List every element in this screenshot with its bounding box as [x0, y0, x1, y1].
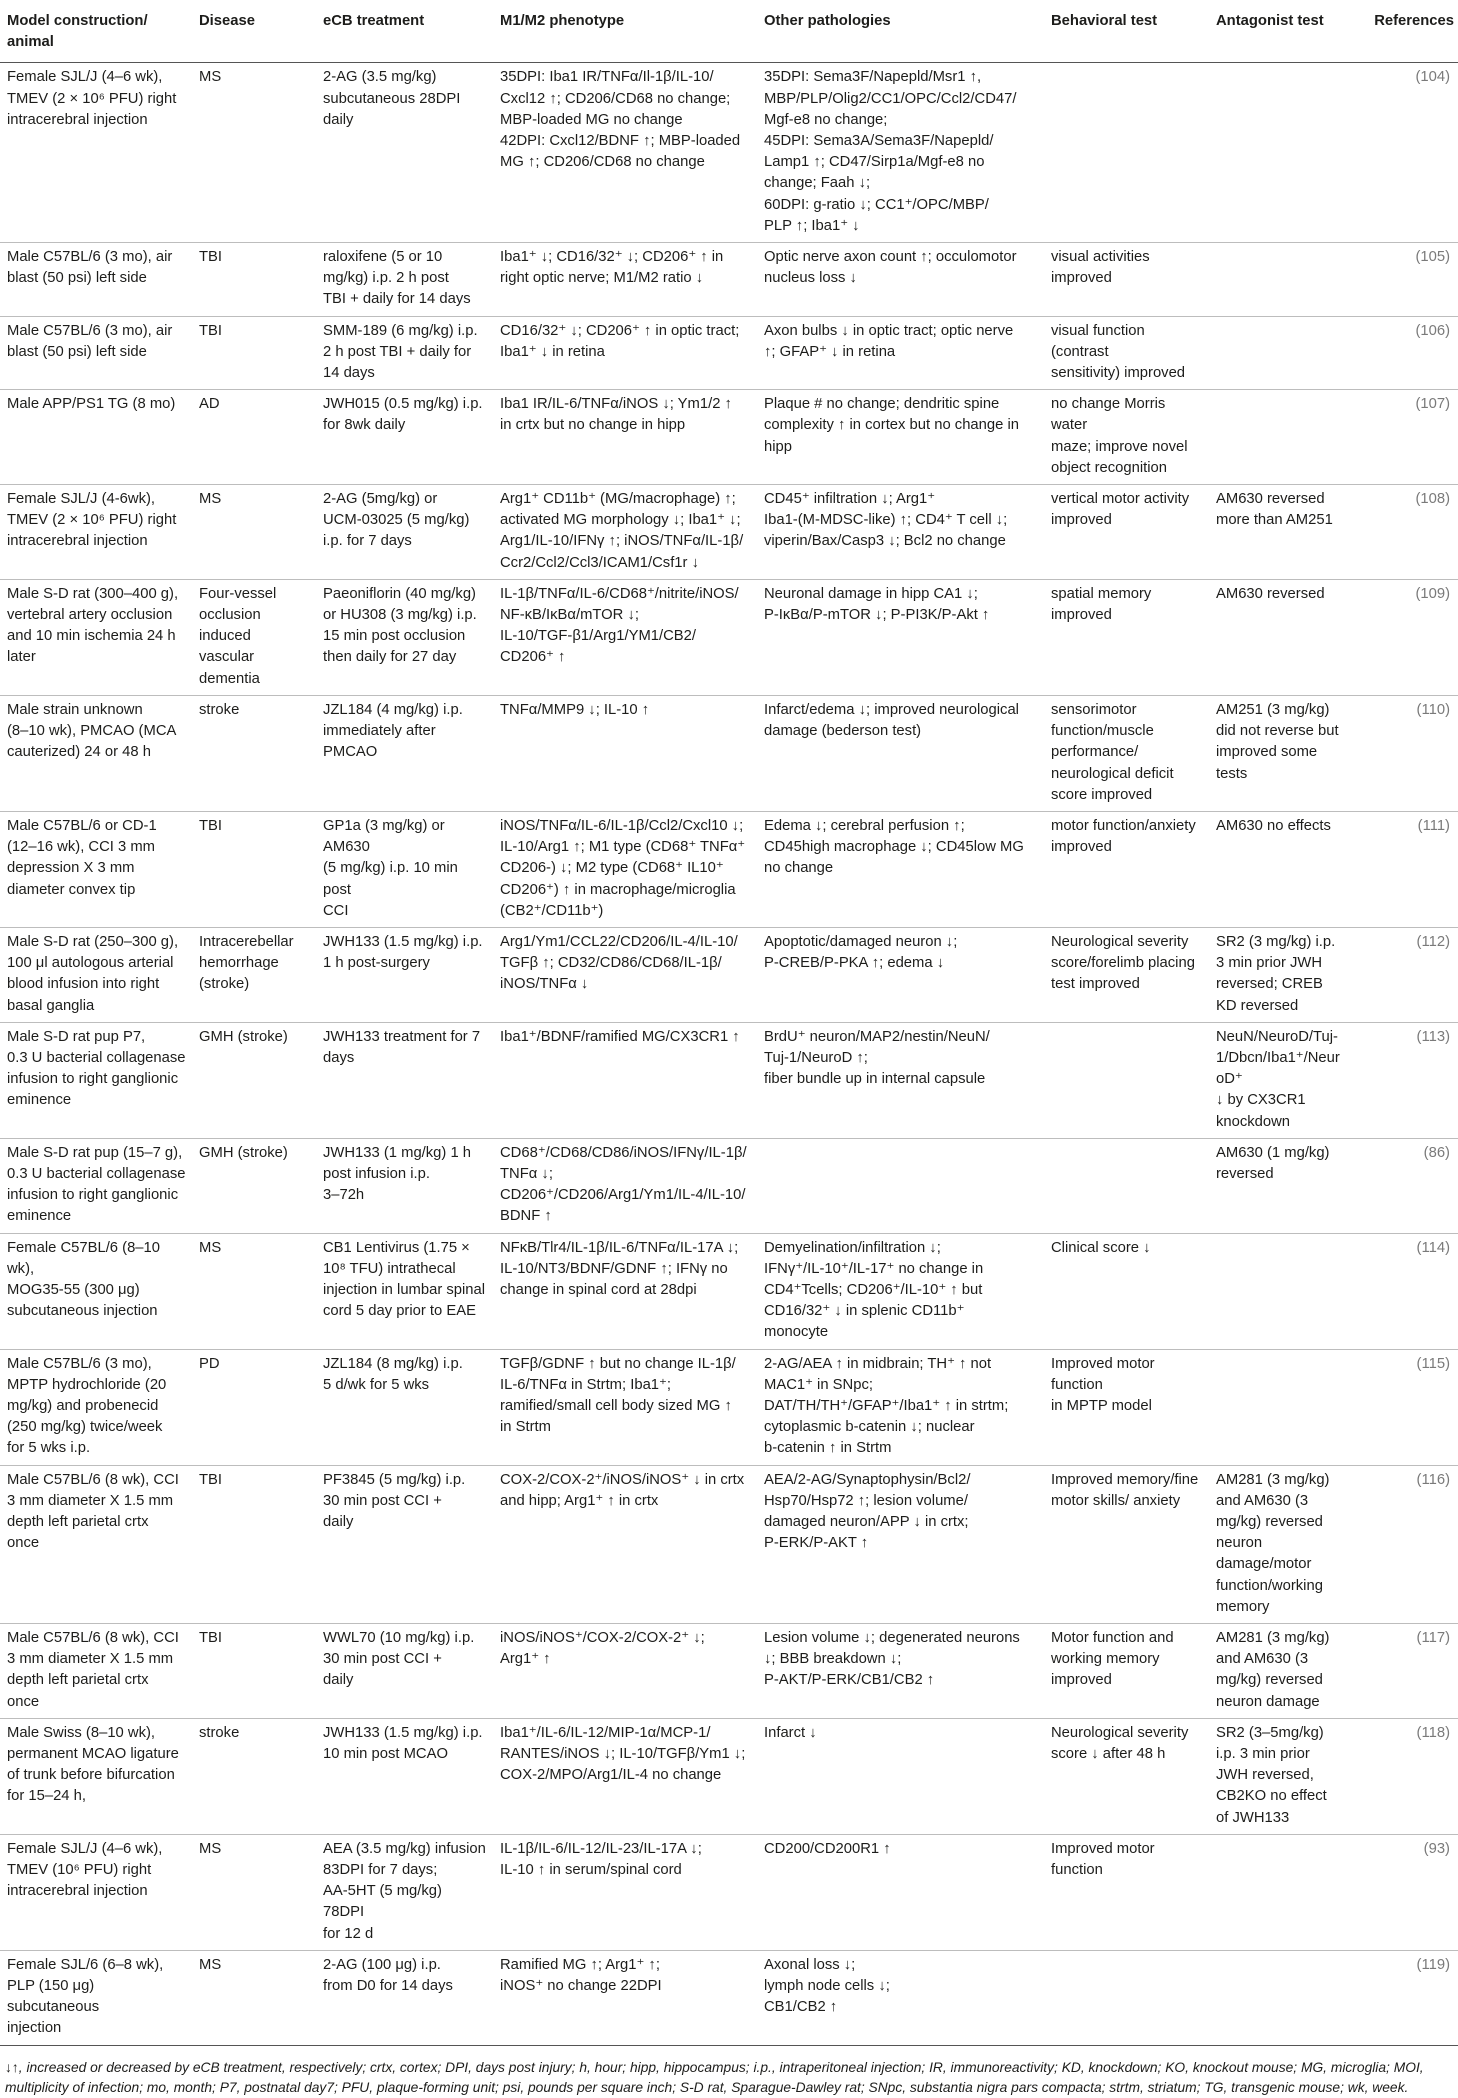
cell-ecb-treatment: WWL70 (10 mg/kg) i.p. 30 min post CCI + daily — [323, 1630, 475, 1689]
cell-other-pathologies: AEA/2-AG/Synaptophysin/Bcl2/ Hsp70/Hsp72 ↑; lesion volume/ damaged neuron/APP ↓ in crtx; P-ERK/P-AKT ↑ — [764, 1471, 971, 1552]
cell-other-pathologies: Neuronal damage in hipp CA1 ↓; P-IκBα/P-mTOR ↓; P-PI3K/P-Akt ↑ — [764, 585, 990, 624]
cell-ecb-treatment: JWH133 (1.5 mg/kg) i.p. 1 h post-surgery — [323, 933, 483, 972]
cell-disease: PD — [199, 1355, 220, 1372]
table-row — [0, 1349, 1458, 1465]
cell-m1-m2-phenotype: Iba1⁺/BDNF/ramified MG/CX3CR1 ↑ — [500, 1028, 740, 1045]
cell-other-pathologies: CD200/CD200R1 ↑ — [764, 1840, 891, 1857]
cell-behavioral-test: Neurological severity score ↓ after 48 h — [1051, 1724, 1189, 1763]
cell-model: Male C57BL/6 (8 wk), CCI 3 mm diameter X 1.5 mm depth left parietal crtx once — [7, 1630, 179, 1710]
header-references: References — [1374, 13, 1454, 29]
cell-behavioral-test: sensorimotor function/muscle performance/ neurological deficit score improved — [1051, 701, 1174, 803]
cell-model: Male Swiss (8–10 wk), permanent MCAO ligature of trunk before bifurcation for 15–24 h, — [7, 1724, 179, 1805]
cell-behavioral-test: motor function/anxiety improved — [1051, 817, 1196, 856]
cell-disease: Four-vessel occlusion induced vascular dementia — [199, 585, 277, 687]
header-model: Model construction/ animal — [7, 13, 148, 51]
cell-ecb-treatment: JWH133 (1 mg/kg) 1 h post infusion i.p. 3–72h — [323, 1144, 472, 1204]
cell-m1-m2-phenotype: Arg1/Ym1/CCL22/CD206/IL-4/IL-10/ TGFβ ↑; CD32/CD86/CD68/IL-1β/ iNOS/TNFα ↓ — [500, 933, 738, 993]
cell-m1-m2-phenotype: IL-1β/TNFα/IL-6/CD68⁺/nitrite/iNOS/ NF-κB/IκBα/mTOR ↓; IL-10/TGF-β1/Arg1/YM1/CB2/ CD206⁺ ↑ — [500, 585, 739, 666]
cell-ecb-treatment: CB1 Lentivirus (1.75 × 10⁸ TFU) intrathecal injection in lumbar spinal cord 5 day prior to EAE — [323, 1239, 486, 1320]
cell-model: Male C57BL/6 (3 mo), air blast (50 psi) left side — [7, 322, 173, 360]
header-row — [0, 0, 1458, 63]
cell-m1-m2-phenotype: iNOS/iNOS⁺/COX-2/COX-2⁺ ↓; Arg1⁺ ↑ — [500, 1630, 705, 1668]
table-row — [0, 1465, 1458, 1623]
table-row — [0, 1950, 1458, 2045]
cell-behavioral-test: Clinical score ↓ — [1051, 1239, 1151, 1256]
table-row — [0, 243, 1458, 317]
cell-disease: MS — [199, 491, 222, 508]
cell-behavioral-test: vertical motor activity improved — [1051, 491, 1190, 529]
cell-reference: (107) — [1415, 396, 1450, 413]
header-behavioral-test: Behavioral test — [1051, 13, 1158, 29]
cell-ecb-treatment: JWH133 treatment for 7 days — [323, 1028, 481, 1066]
header-other-pathologies: Other pathologies — [764, 13, 891, 29]
cell-disease: TBI — [199, 1471, 223, 1488]
cell-model: Male C57BL/6 or CD-1 (12–16 wk), CCI 3 mm depression X 3 mm diameter convex tip — [7, 817, 157, 898]
cell-ecb-treatment: PF3845 (5 mg/kg) i.p. 30 min post CCI + daily — [323, 1471, 466, 1530]
table-row — [0, 1834, 1458, 1950]
cell-reference: (118) — [1416, 1724, 1450, 1741]
cell-reference: (116) — [1416, 1471, 1450, 1488]
cell-other-pathologies: Apoptotic/damaged neuron ↓; P-CREB/P-PKA ↑; edema ↓ — [764, 933, 958, 972]
cell-reference: (109) — [1415, 585, 1450, 602]
cell-ecb-treatment: 2-AG (100 μg) i.p. from D0 for 14 days — [323, 1956, 453, 1995]
cell-reference: (110) — [1416, 701, 1450, 718]
cell-model: Male S-D rat (300–400 g), vertebral artery occlusion and 10 min ischemia 24 h later — [7, 585, 179, 666]
cell-antagonist-test — [1209, 1233, 1353, 1349]
cell-other-pathologies: BrdU⁺ neuron/MAP2/nestin/NeuN/ Tuj-1/NeuroD ↑; fiber bundle up in internal capsule — [764, 1028, 990, 1088]
cell-antagonist-test: AM630 reversed more than AM251 — [1216, 491, 1333, 529]
table-header — [0, 0, 1458, 63]
cell-m1-m2-phenotype: 35DPI: Iba1 IR/TNFα/Il-1β/IL-10/ Cxcl12 ↑; CD206/CD68 no change; MBP-loaded MG no change 42DPI: Cxcl12/BDNF ↑; MBP-loaded MG ↑; CD206/CD68 no change — [500, 69, 741, 171]
header-antagonist-test: Antagonist test — [1216, 13, 1324, 29]
cell-reference: (115) — [1416, 1355, 1450, 1372]
cell-disease: MS — [199, 1239, 222, 1256]
cell-reference: (86) — [1423, 1144, 1450, 1161]
table-row — [0, 1624, 1458, 1719]
cell-antagonist-test — [1209, 243, 1353, 317]
cell-behavioral-test — [1044, 1022, 1209, 1138]
cell-model: Male S-D rat pup (15–7 g), 0.3 U bacterial collagenase infusion to right ganglionic eminence — [7, 1144, 186, 1225]
cell-other-pathologies: Demyelination/infiltration ↓; IFNγ⁺/IL-10⁺/IL-17⁺ no change in CD4⁺Tcells; CD206⁺/IL-10⁺ ↑ but CD16/32⁺ ↓ in splenic CD11b⁺ monocyte — [764, 1239, 984, 1341]
cell-model: Male C57BL/6 (3 mo), air blast (50 psi) left side — [7, 249, 173, 287]
cell-behavioral-test: Improved motor function in MPTP model — [1051, 1355, 1155, 1414]
cell-behavioral-test: Motor function and working memory improved — [1051, 1630, 1174, 1689]
cell-reference: (108) — [1415, 491, 1450, 508]
cell-antagonist-test — [1209, 390, 1353, 485]
cell-ecb-treatment: JZL184 (8 mg/kg) i.p. 5 d/wk for 5 wks — [323, 1355, 463, 1393]
cell-disease: TBI — [199, 1630, 223, 1647]
cell-antagonist-test: AM281 (3 mg/kg) and AM630 (3 mg/kg) reversed neuron damage — [1216, 1630, 1330, 1710]
cell-other-pathologies: Axonal loss ↓; lymph node cells ↓; CB1/CB2 ↑ — [764, 1956, 890, 2016]
cell-disease: TBI — [199, 817, 223, 834]
cell-other-pathologies — [757, 1138, 1044, 1233]
table-row — [0, 1718, 1458, 1834]
cell-behavioral-test: spatial memory improved — [1051, 585, 1152, 624]
table-row — [0, 1138, 1458, 1233]
cell-disease: TBI — [199, 249, 223, 266]
cell-m1-m2-phenotype: iNOS/TNFα/IL-6/IL-1β/Ccl2/Cxcl10 ↓; IL-10/Arg1 ↑; M1 type (CD68⁺ TNFα⁺ CD206-) ↓; M2 type (CD68⁺ IL10⁺ CD206⁺) ↑ in macrophage/microglia (CB2⁺/CD11b⁺) — [500, 817, 746, 919]
cell-m1-m2-phenotype: Iba1⁺ ↓; CD16/32⁺ ↓; CD206⁺ ↑ in right optic nerve; M1/M2 ratio ↓ — [500, 249, 724, 287]
cell-model: Female SJL/J (4–6 wk), TMEV (2 × 10⁶ PFU) right intracerebral injection — [7, 69, 177, 128]
cell-antagonist-test: AM281 (3 mg/kg) and AM630 (3 mg/kg) reversed neuron damage/motor function/working memory — [1216, 1471, 1330, 1615]
table-row — [0, 695, 1458, 811]
cell-ecb-treatment: AEA (3.5 mg/kg) infusion 83DPI for 7 days; AA-5HT (5 mg/kg) 78DPI for 12 d — [323, 1840, 486, 1942]
cell-model: Female SJL/J (4–6 wk), TMEV (10⁶ PFU) right intracerebral injection — [7, 1840, 163, 1900]
cell-ecb-treatment: 2-AG (5mg/kg) or UCM-03025 (5 mg/kg) i.p. for 7 days — [323, 491, 470, 550]
cell-behavioral-test: Improved motor function — [1051, 1840, 1155, 1879]
cell-model: Male S-D rat (250–300 g), 100 μl autologous arterial blood infusion into right basal ganglia — [7, 933, 179, 1014]
cell-other-pathologies: Edema ↓; cerebral perfusion ↑; CD45high macrophage ↓; CD45low MG no change — [764, 817, 1024, 877]
cell-antagonist-test: AM630 (1 mg/kg) reversed — [1216, 1144, 1330, 1182]
cell-antagonist-test: AM630 reversed — [1216, 585, 1325, 602]
cell-model: Male APP/PS1 TG (8 mo) — [7, 396, 176, 413]
cell-behavioral-test — [1044, 63, 1209, 243]
table-row — [0, 63, 1458, 243]
cell-m1-m2-phenotype: Arg1⁺ CD11b⁺ (MG/macrophage) ↑; activated MG morphology ↓; Iba1⁺ ↓; Arg1/IL-10/IFNγ ↑; iNOS/TNFα/IL-1β/ Ccr2/Ccl2/Ccl3/ICAM1/Csf1r ↓ — [500, 491, 744, 571]
cell-disease: TBI — [199, 322, 223, 339]
table-row — [0, 1022, 1458, 1138]
cell-m1-m2-phenotype: TGFβ/GDNF ↑ but no change IL-1β/ IL-6/TNFα in Strtm; Iba1⁺; ramified/small cell body sized MG ↑ in Strtm — [500, 1355, 736, 1436]
cell-m1-m2-phenotype: Iba1⁺/IL-6/IL-12/MIP-1α/MCP-1/ RANTES/iNOS ↓; IL-10/TGFβ/Ym1 ↓; COX-2/MPO/Arg1/IL-4 no change — [500, 1724, 746, 1784]
cell-reference: (106) — [1415, 322, 1450, 339]
cell-reference: (119) — [1416, 1956, 1450, 1973]
cell-behavioral-test: Improved memory/fine motor skills/ anxiety — [1051, 1471, 1199, 1509]
cell-model: Male S-D rat pup P7, 0.3 U bacterial collagenase infusion to right ganglionic eminence — [7, 1028, 186, 1109]
cell-other-pathologies: Optic nerve axon count ↑; occulomotor nucleus loss ↓ — [764, 249, 1017, 287]
cell-model: Female SJL/6 (6–8 wk), PLP (150 μg) subcutaneous injection — [7, 1956, 164, 2037]
cell-model: Male strain unknown (8–10 wk), PMCAO (MCA cauterized) 24 or 48 h — [7, 701, 177, 761]
cell-behavioral-test: Neurological severity score/forelimb placing test improved — [1051, 933, 1195, 993]
header-disease: Disease — [199, 13, 255, 29]
cell-ecb-treatment: JWH015 (0.5 mg/kg) i.p. for 8wk daily — [323, 396, 483, 434]
cell-reference: (114) — [1416, 1239, 1450, 1256]
cell-other-pathologies: CD45⁺ infiltration ↓; Arg1⁺ Iba1-(M-MDSC-like) ↑; CD4⁺ T cell ↓; viperin/Bax/Casp3 ↓; Bcl2 no change — [764, 491, 1008, 550]
cell-behavioral-test: visual activities improved — [1051, 249, 1154, 287]
table-row — [0, 390, 1458, 485]
cell-ecb-treatment: JWH133 (1.5 mg/kg) i.p. 10 min post MCAO — [323, 1724, 483, 1763]
cell-reference: (112) — [1416, 933, 1450, 950]
cell-m1-m2-phenotype: COX-2/COX-2⁺/iNOS/iNOS⁺ ↓ in crtx and hipp; Arg1⁺ ↑ in crtx — [500, 1471, 745, 1509]
cell-model: Male C57BL/6 (3 mo), MPTP hydrochloride (20 mg/kg) and probenecid (250 mg/kg) twice/week for 5 wks i.p. — [7, 1355, 167, 1457]
cell-other-pathologies: Infarct/edema ↓; improved neurological damage (bederson test) — [764, 701, 1019, 740]
cell-other-pathologies: 2-AG/AEA ↑ in midbrain; TH⁺ ↑ not MAC1⁺ in SNpc; DAT/TH/TH⁺/GFAP⁺/Iba1⁺ ↑ in strtm; cytoplasmic b-catenin ↓; nuclear b-catenin ↑ in Strtm — [764, 1355, 1009, 1457]
cell-other-pathologies: Lesion volume ↓; degenerated neurons ↓; BBB breakdown ↓; P-AKT/P-ERK/CB1/CB2 ↑ — [764, 1630, 1020, 1689]
cell-other-pathologies: Plaque # no change; dendritic spine complexity ↑ in cortex but no change in hipp — [764, 396, 1019, 455]
cell-antagonist-test: SR2 (3–5mg/kg) i.p. 3 min prior JWH reversed, CB2KO no effect of JWH133 — [1216, 1724, 1327, 1826]
cell-disease: AD — [199, 396, 220, 413]
cell-antagonist-test — [1209, 316, 1353, 390]
cell-ecb-treatment: raloxifene (5 or 10 mg/kg) i.p. 2 h post TBI + daily for 14 days — [323, 249, 471, 308]
cell-m1-m2-phenotype: TNFα/MMP9 ↓; IL-10 ↑ — [500, 701, 650, 718]
cell-behavioral-test: visual function (contrast sensitivity) improved — [1051, 322, 1186, 382]
cell-disease: stroke — [199, 1724, 240, 1741]
table-footnote: ↓↑, increased or decreased by eCB treatment, respectively; crtx, cortex; DPI, days post injury; h, hour; hipp, hippocampus; i.p., intraperitoneal injection; IR, immunoreactivity; KD, knockdown; KO, knockout mouse; MG, microglia; MOI, multiplicity of infection; mo, month; P7, postnatal day7; PFU, plaque-forming unit; psi, pounds per square inch; S-D rat, Sparague-Dawley rat; SNpc, substantia nigra pars compacta; strtm, striatum; TG, transgenic mouse; wk, week. — [5, 2059, 1428, 2095]
cell-reference: (105) — [1415, 249, 1450, 266]
table-row — [0, 927, 1458, 1022]
table-row — [0, 811, 1458, 927]
cell-disease: MS — [199, 69, 222, 86]
cell-antagonist-test — [1209, 1950, 1353, 2045]
cell-other-pathologies: 35DPI: Sema3F/Napepld/Msr1 ↑, MBP/PLP/Olig2/CC1/OPC/Ccl2/CD47/ Mgf-e8 no change; 45DPI: Sema3A/Sema3F/Napepld/ Lamp1 ↑; CD47/Sirp1a/Mgf-e8 no change; Faah ↓; 60DPI: g-ratio ↓; CC1⁺/OPC/MBP/ PLP ↑; Iba1⁺ ↓ — [764, 69, 1017, 234]
cell-antagonist-test: AM251 (3 mg/kg) did not reverse but improved some tests — [1216, 701, 1339, 782]
cell-m1-m2-phenotype: IL-1β/IL-6/IL-12/IL-23/IL-17A ↓; IL-10 ↑ in serum/spinal cord — [500, 1840, 702, 1879]
cell-antagonist-test: SR2 (3 mg/kg) i.p. 3 min prior JWH reversed; CREB KD reversed — [1216, 933, 1336, 1014]
table-row — [0, 579, 1458, 695]
cell-behavioral-test — [1044, 1950, 1209, 2045]
table-body — [0, 63, 1458, 2045]
cell-other-pathologies: Axon bulbs ↓ in optic tract; optic nerve ↑; GFAP⁺ ↓ in retina — [764, 322, 1014, 360]
cell-other-pathologies: Infarct ↓ — [764, 1724, 817, 1741]
cell-disease: GMH (stroke) — [199, 1028, 288, 1045]
cell-reference: (93) — [1423, 1840, 1450, 1857]
cell-model: Female C57BL/6 (8–10 wk), MOG35-55 (300 μg) subcutaneous injection — [7, 1239, 160, 1320]
cell-antagonist-test: AM630 no effects — [1216, 817, 1331, 834]
table-row — [0, 316, 1458, 390]
cell-ecb-treatment: GP1a (3 mg/kg) or AM630 (5 mg/kg) i.p. 10 min post CCI — [323, 817, 458, 919]
cell-reference: (117) — [1416, 1630, 1450, 1647]
cell-antagonist-test: NeuN/NeuroD/Tuj- 1/Dbcn/Iba1⁺/NeuroD⁺ ↓ by CX3CR1 knockdown — [1216, 1028, 1340, 1130]
cell-behavioral-test — [1044, 1138, 1209, 1233]
cell-model: Female SJL/J (4-6wk), TMEV (2 × 10⁶ PFU) right intracerebral injection — [7, 491, 177, 550]
cell-disease: GMH (stroke) — [199, 1144, 288, 1161]
cell-disease: Intracerebellar hemorrhage (stroke) — [199, 933, 294, 993]
cell-m1-m2-phenotype: CD68⁺/CD68/CD86/iNOS/IFNγ/IL-1β/ TNFα ↓; CD206⁺/CD206/Arg1/Ym1/IL-4/IL-10/ BDNF ↑ — [500, 1144, 747, 1225]
cell-antagonist-test — [1209, 63, 1353, 243]
cell-disease: MS — [199, 1840, 222, 1857]
cell-disease: MS — [199, 1956, 222, 1973]
cell-ecb-treatment: SMM-189 (6 mg/kg) i.p. 2 h post TBI + daily for 14 days — [323, 322, 478, 382]
cell-ecb-treatment: 2-AG (3.5 mg/kg) subcutaneous 28DPI daily — [323, 69, 461, 128]
cell-ecb-treatment: Paeoniflorin (40 mg/kg) or HU308 (3 mg/kg) i.p. 15 min post occlusion then daily for 27 day — [323, 585, 477, 666]
header-ecb-treatment: eCB treatment — [323, 13, 425, 29]
table-row — [0, 485, 1458, 580]
table-row — [0, 1233, 1458, 1349]
cell-antagonist-test — [1209, 1349, 1353, 1465]
cell-reference: (113) — [1416, 1028, 1450, 1045]
cell-antagonist-test — [1209, 1834, 1353, 1950]
header-m1-m2-phenotype: M1/M2 phenotype — [500, 13, 625, 29]
cell-ecb-treatment: JZL184 (4 mg/kg) i.p. immediately after PMCAO — [323, 701, 463, 761]
cell-reference: (111) — [1417, 817, 1450, 834]
cell-m1-m2-phenotype: Iba1 IR/IL-6/TNFα/iNOS ↓; Ym1/2 ↑ in crtx but no change in hipp — [500, 396, 732, 434]
cell-m1-m2-phenotype: CD16/32⁺ ↓; CD206⁺ ↑ in optic tract; Iba1⁺ ↓ in retina — [500, 322, 740, 360]
cell-m1-m2-phenotype: NFκB/Tlr4/IL-1β/IL-6/TNFα/IL-17A ↓; IL-10/NT3/BDNF/GDNF ↑; IFNγ no change in spinal cord at 28dpi — [500, 1239, 739, 1298]
cell-m1-m2-phenotype: Ramified MG ↑; Arg1⁺ ↑; iNOS⁺ no change 22DPI — [500, 1956, 662, 1995]
cell-behavioral-test: no change Morris water maze; improve novel object recognition — [1051, 396, 1188, 476]
cell-model: Male C57BL/6 (8 wk), CCI 3 mm diameter X 1.5 mm depth left parietal crtx once — [7, 1471, 179, 1552]
cell-disease: stroke — [199, 701, 240, 718]
cell-reference: (104) — [1415, 69, 1450, 86]
